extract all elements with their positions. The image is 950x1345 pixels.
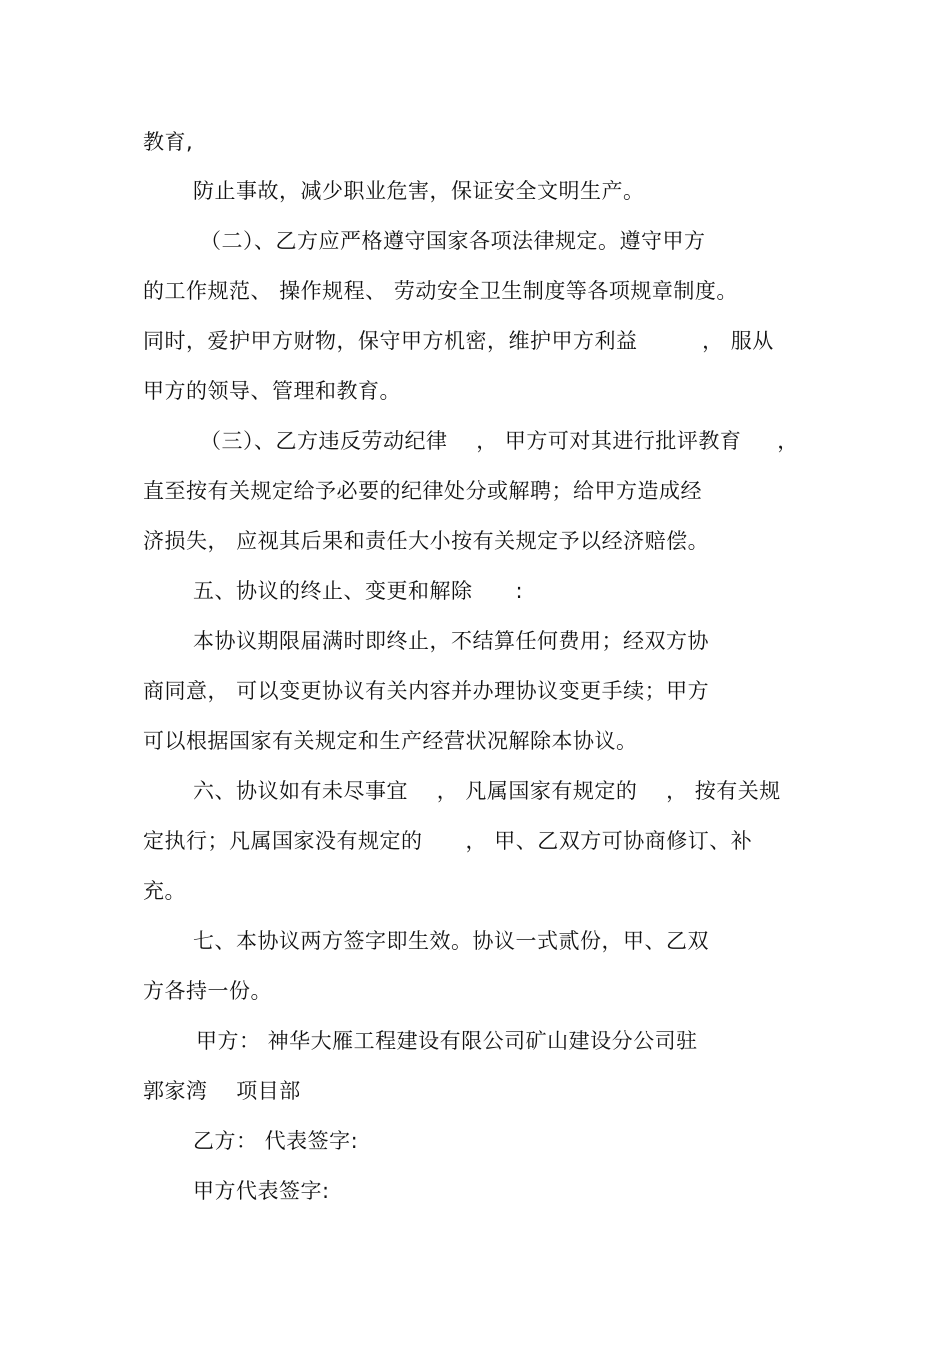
text-line: 直至按有关规定给予必要的纪律处分或解聘；给甲方造成经 [143,479,702,503]
text-line: 充。 [143,879,186,903]
party-b-signature-line: 乙方： 代表签字: [193,1129,359,1153]
text-line: 防止事故，减少职业危害，保证安全文明生产。 [193,179,645,203]
party-a-line: 郭家湾 项目部 [143,1079,301,1103]
party-a-line: 甲方： 神华大雁工程建设有限公司矿山建设分公司驻 [196,1029,698,1053]
text-line: （二）、乙方应严格遵守国家各项法律规定。遵守甲方 [200,229,706,253]
text-line: 七、本协议两方签字即生效。协议一式贰份，甲、乙双 [193,929,709,953]
text-line: 定执行；凡属国家没有规定的 ， 甲、乙双方可协商修订、补 [143,829,753,853]
text-line: 教育, [143,130,194,154]
text-line: 可以根据国家有关规定和生产经营状况解除本协议。 [143,729,638,753]
text-line: 商同意， 可以变更协议有关内容并办理协议变更手续；甲方 [143,679,710,703]
text-line: 方各持一份。 [143,979,272,1003]
text-line: 甲方的领导、管理和教育。 [143,379,401,403]
section-heading: 五、协议的终止、变更和解除 : [193,579,524,603]
text-line: 本协议期限届满时即终止，不结算任何费用；经双方协 [193,629,709,653]
text-line: 的工作规范、 操作规程、 劳动安全卫生制度等各项规章制度。 [143,279,738,303]
text-line: （三）、乙方违反劳动纪律 ， 甲方可对其进行批评教育 ， [200,429,799,453]
text-line: 同时，爱护甲方财物，保守甲方机密，维护甲方利益 ， 服从 [143,329,774,353]
text-line: 六、协议如有未尽事宜 ， 凡属国家有规定的 ， 按有关规 [193,779,781,803]
text-line: 济损失， 应视其后果和责任大小按有关规定予以经济赔偿。 [143,529,710,553]
party-a-signature-line: 甲方代表签字: [193,1179,330,1203]
